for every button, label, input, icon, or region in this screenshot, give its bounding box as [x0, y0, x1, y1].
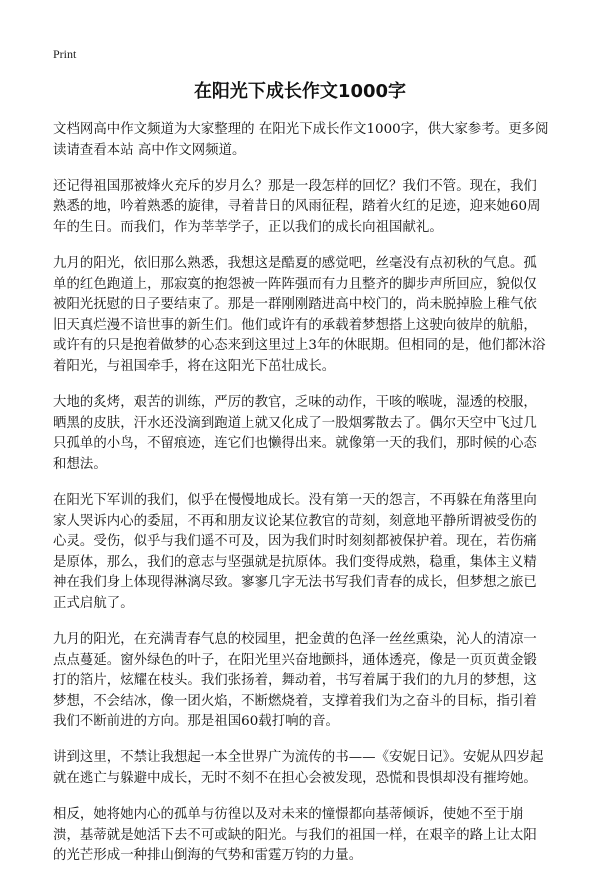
article-paragraph: 九月的阳光，依旧那么熟悉，我想这是酷夏的感觉吧，丝毫没有点初秋的气息。孤单的红色跑道上，那寂寞的抱怨被一阵阵强而有力且整齐的脚步声所回应，貌似仅被阳光抚慰的日子要结束了。那是一群刚刚踏进高中校门的，尚未脱掉脸上稚气依旧天真烂漫不谙世事的新生们。他们或许有的承载着梦想搭上这驶向彼岸的航船，或许有的只是抱着做梦的心态来到这里过上3年的休眠期。但相同的是，他们都沐浴着阳光，与祖国牵手，将在这阳光下茁壮成长。: [53, 255, 546, 374]
article-paragraph: 大地的炙烤，艰苦的训练，严厉的教官，乏味的动作，干咳的喉咙，湿透的校服，晒黑的皮肤，汗水还没滴到跑道上就又化成了一股烟雾散去了。偶尔天空中飞过几只孤单的小鸟，不留痕迹，连它们也懒得出来。就像第一天的我们，那时候的心态和想法。: [53, 395, 537, 472]
article-paragraph: 讲到这里，不禁让我想起一本全世界广为流传的书——《安妮日记》。安妮从四岁起就在逃亡与躲避中成长，无时不刻不在担心会被发现，恐慌和畏惧却没有摧垮她。: [53, 750, 544, 787]
article-paragraph: 还记得祖国那被烽火充斥的岁月么？那是一段怎样的回忆？我们不管。现在，我们熟悉的地，吟着熟悉的旋律，寻着昔日的风雨征程，踏着火红的足迹，迎来她60周年的生日。而我们，作为莘莘学子，正以我们的成长向祖国献礼。: [53, 178, 541, 235]
article-paragraph: 九月的阳光，在充满青春气息的校园里，把金黄的色泽一丝丝熏染，沁人的清凉一点点蔓延。窗外绿色的叶子，在阳光里兴奋地颤抖，通体透亮，像是一页页黄金锻打的箔片，炫耀在枝头。我们张扬着，舞动着，书写着属于我们的九月的梦想，这梦想，不会结冰，像一团火焰，不断燃烧着，支撑着我们为之奋斗的目标，指引着我们不断前进的方向。那是祖国60载打响的音。: [53, 631, 537, 730]
article-paragraph: 在阳光下军训的我们，似乎在慢慢地成长。没有第一天的怨言，不再躲在角落里向家人哭诉内心的委屈，不再和朋友议论某位教官的苛刻，刻意地平静所谓被受伤的心灵。受伤，似乎与我们遥不可及，因为我们时时刻刻都被保护着。现在，若伤痛是原体，那么，我们的意志与坚强就是抗原体。我们变得成熟，稳重，集体主义精神在我们身上体现得淋漓尽致。寥寥几字无法书写我们青春的成长，但梦想之旅已正式启航了。: [53, 492, 537, 611]
article-title: 在阳光下成长作文1000字: [193, 81, 407, 102]
print-link[interactable]: Print: [53, 47, 77, 61]
article-body: [53, 120, 549, 882]
article-paragraph: 相反，她将她内心的孤单与彷徨以及对未来的憧憬都向基蒂倾诉，使她不至于崩溃，基蒂就是她活下去不可或缺的阳光。与我们的祖国一样，在艰辛的路上让太阳的光芒形成一种排山倒海的气势和雷霆万钧的力量。: [53, 807, 537, 864]
article-paragraph: 文档网高中作文频道为大家整理的 在阳光下成长作文1000字，供大家参考。更多阅读请查看本站 高中作文网频道。: [53, 122, 549, 158]
